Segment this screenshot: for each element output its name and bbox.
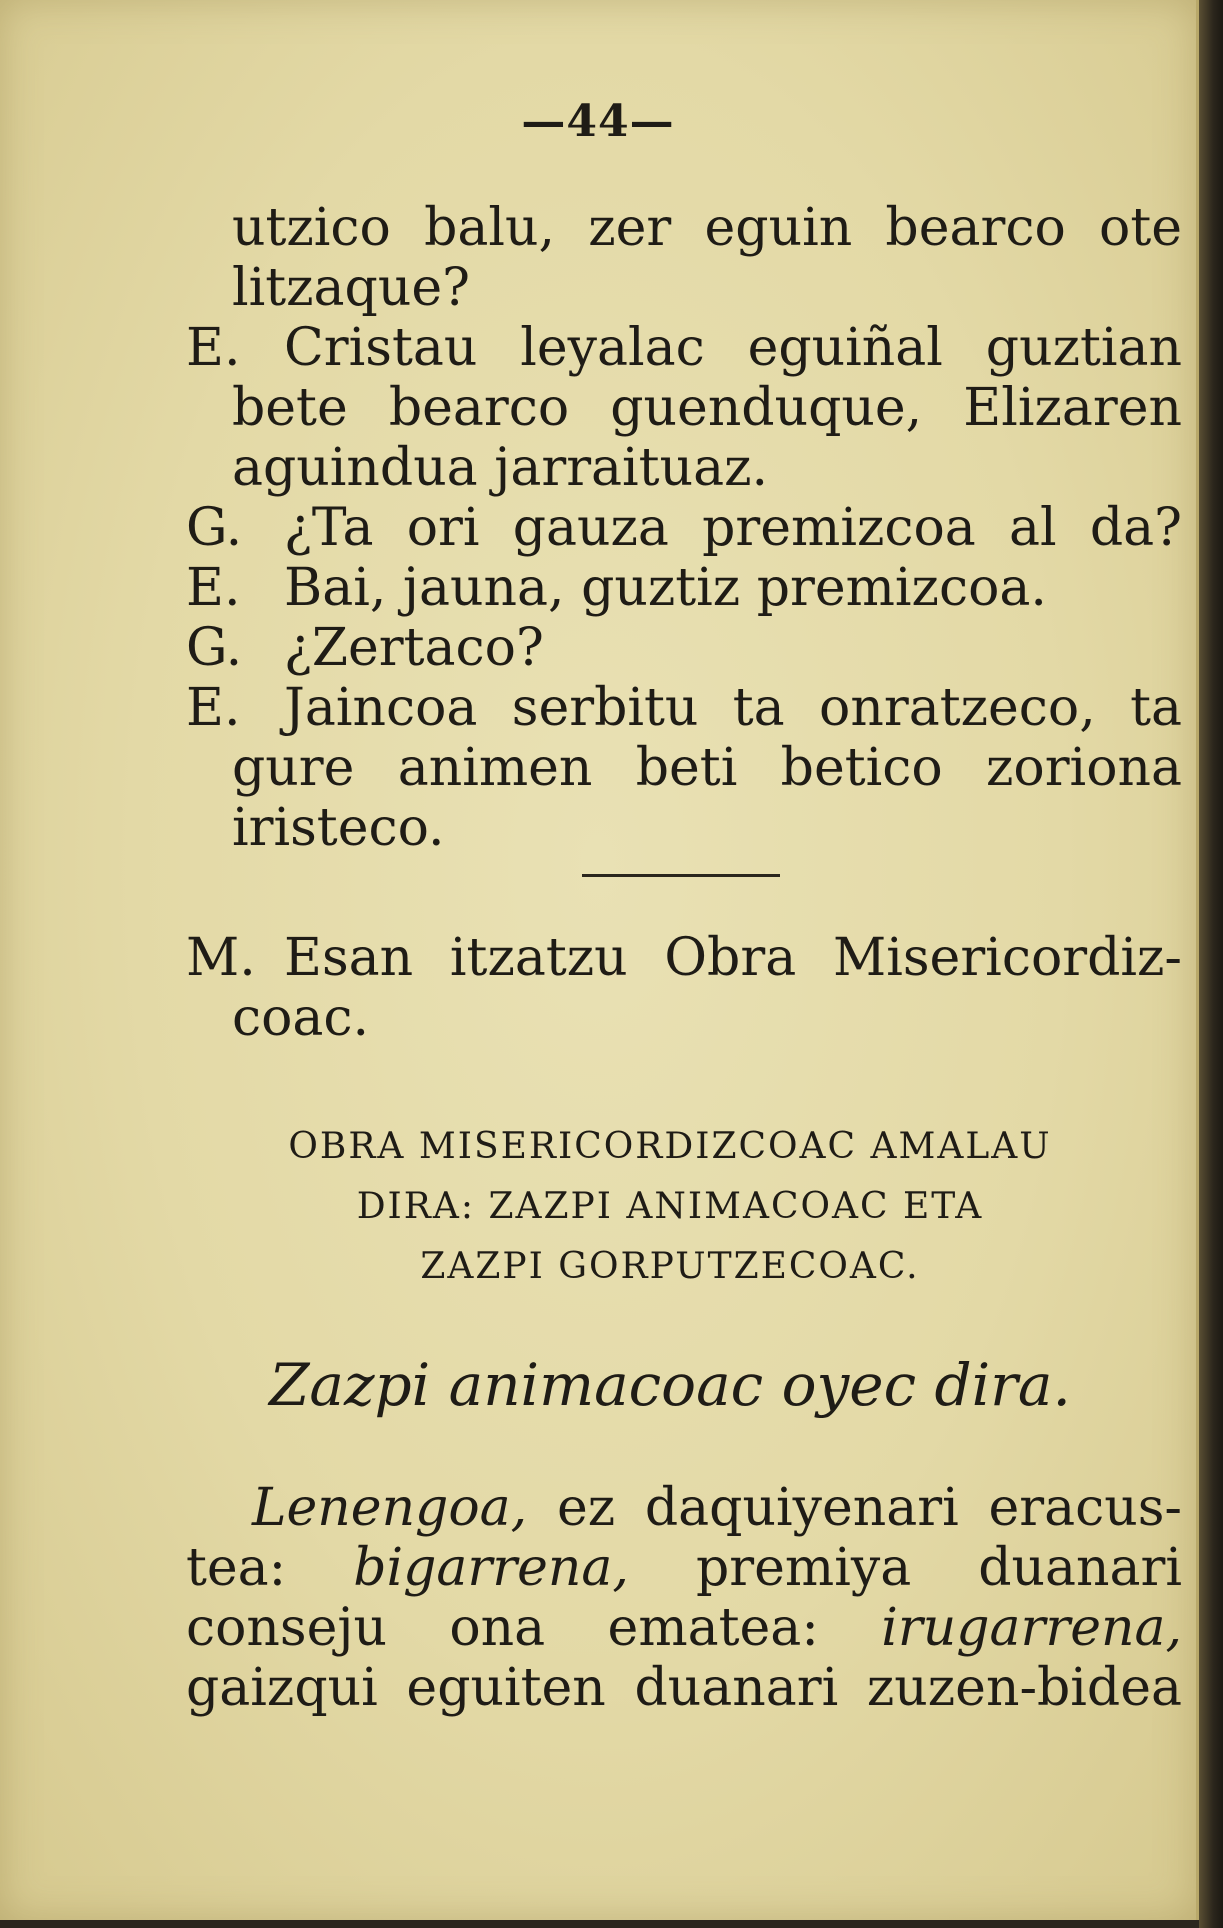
section-subheading: Zazpi animacoac oyec dira. bbox=[269, 1351, 1071, 1419]
dialogue-line-4: bete bearco guenduque, Elizaren bbox=[232, 378, 1182, 438]
speaker-label: E. bbox=[186, 558, 241, 618]
heading-caps-line-1: OBRA MISERICORDIZCOAC AMALAU bbox=[288, 1126, 1052, 1167]
dialogue-line-5: aguindua jarraituaz. bbox=[232, 438, 768, 498]
heading-caps-line-3: ZAZPI GORPUTZECOAC. bbox=[420, 1246, 920, 1287]
dialogue-line-8: G. ¿Zertaco? bbox=[186, 618, 544, 678]
speaker-label: E. bbox=[186, 318, 241, 378]
dialogue-line-7: E. Bai, jauna, guztiz premizcoa. bbox=[186, 558, 1047, 618]
page-number: —44— bbox=[521, 96, 675, 147]
dialogue-line-6: G. ¿Ta ori gauza premizcoa al da? bbox=[186, 498, 1182, 558]
speaker-label: G. bbox=[186, 618, 243, 678]
question-line-1: M. Esan itzatzu Obra Misericordiz- bbox=[186, 928, 1182, 988]
dialogue-line-10: gure animen beti betico zoriona bbox=[232, 738, 1182, 798]
paragraph-line-1: Lenengoa, ez daquiyenari eracus- bbox=[252, 1478, 1182, 1538]
speaker-label: E. bbox=[186, 678, 241, 738]
dialogue-line-3: E. Cristau leyalac eguiñal guztian bbox=[186, 318, 1182, 378]
section-divider bbox=[582, 874, 780, 877]
paragraph-line-2: tea: bigarrena, premiya duanari bbox=[186, 1538, 1182, 1598]
dialogue-line-11: iristeco. bbox=[232, 798, 445, 858]
dialogue-line-9: E. Jaincoa serbitu ta onratzeco, ta bbox=[186, 678, 1182, 738]
dialogue-line-1: utzico balu, zer eguin bearco ote bbox=[232, 198, 1182, 258]
paragraph-line-4: gaizqui eguiten duanari zuzen-bidea bbox=[186, 1658, 1182, 1718]
dialogue-line-2: litzaque? bbox=[232, 258, 470, 318]
question-line-2: coac. bbox=[232, 988, 370, 1048]
heading-caps-line-2: DIRA: ZAZPI ANIMACOAC ETA bbox=[356, 1186, 984, 1227]
book-spine bbox=[1199, 0, 1223, 1928]
speaker-label: G. bbox=[186, 498, 243, 558]
paragraph-line-3: conseju ona ematea: irugarrena, bbox=[186, 1598, 1182, 1658]
speaker-label: M. bbox=[186, 928, 256, 988]
